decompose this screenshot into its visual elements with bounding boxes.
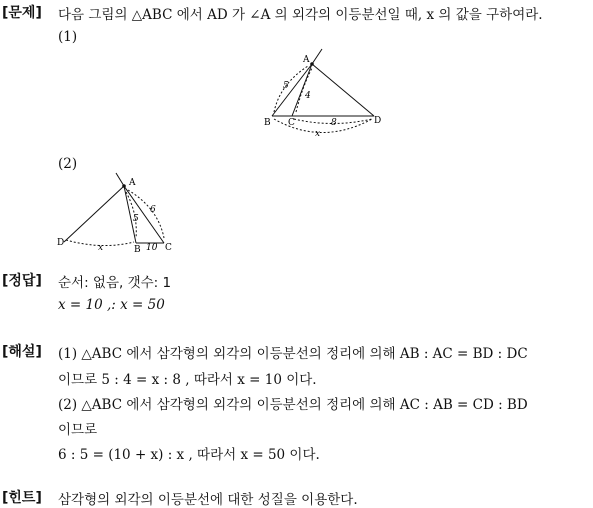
hint-tag: [힌트] bbox=[2, 490, 42, 506]
fig1-label-c: C bbox=[288, 118, 295, 128]
fig2-point-a bbox=[122, 184, 126, 188]
explanation-line-4: 이므로 bbox=[58, 422, 98, 438]
fig2-label-10: 10 bbox=[146, 243, 158, 253]
fig1-label-5: 5 bbox=[283, 81, 289, 91]
fig1-label-8: 8 bbox=[331, 118, 337, 128]
fig1-label-b: B bbox=[264, 118, 271, 128]
fig1-bisector-ad bbox=[312, 64, 374, 116]
fig2-bisector-ad bbox=[64, 186, 124, 242]
fig2-label-a: A bbox=[129, 178, 136, 188]
fig1-side-ac bbox=[292, 64, 312, 116]
part2-label: (2) bbox=[58, 156, 78, 172]
answer-meta: 순서: 없음, 갯수: 1 bbox=[58, 275, 172, 291]
explanation-line-1: (1) △ABC 에서 삼각형의 외각의 이등분선의 정리에 의해 AB : AC = BD : DC bbox=[58, 346, 528, 362]
answer-values: x = 10 ,: x = 50 bbox=[58, 297, 165, 313]
fig2-label-b: B bbox=[134, 245, 141, 255]
explanation-line-5: 6 : 5 = (10 + x) : x , 따라서 x = 50 이다. bbox=[58, 447, 320, 463]
fig1-label-4: 4 bbox=[305, 91, 311, 101]
fig1-label-x: x bbox=[315, 129, 321, 139]
fig2-label-5: 5 bbox=[133, 214, 139, 224]
fig1-side-ab bbox=[272, 64, 312, 116]
problem-tag: [문제] bbox=[2, 5, 42, 21]
fig2-label-x: x bbox=[98, 243, 104, 253]
part1-label: (1) bbox=[58, 29, 78, 45]
fig2-label-c: C bbox=[165, 243, 172, 253]
explanation-line-2: 이므로 5 : 4 = x : 8 , 따라서 x = 10 이다. bbox=[58, 372, 317, 388]
fig1-label-a: A bbox=[303, 55, 310, 65]
problem-question: 다음 그림의 △ABC 에서 AD 가 ∠A 의 외각의 이등분선일 때, x 의 값을 구하여라. bbox=[58, 7, 543, 23]
figure-1-triangle bbox=[262, 46, 386, 142]
hint-text: 삼각형의 외각의 이등분선에 대한 성질을 이용한다. bbox=[58, 492, 358, 508]
fig1-label-d: D bbox=[374, 116, 382, 126]
explanation-line-3: (2) △ABC 에서 삼각형의 외각의 이등분선의 정리에 의해 AC : AB = CD : BD bbox=[58, 397, 528, 413]
fig2-extension bbox=[116, 173, 124, 186]
fig1-point-a bbox=[310, 62, 314, 66]
answer-tag: [정답] bbox=[2, 273, 42, 289]
figure-2-triangle bbox=[54, 170, 178, 256]
fig1-extension bbox=[312, 49, 322, 64]
fig2-label-6: 6 bbox=[150, 205, 156, 215]
explanation-tag: [해설] bbox=[2, 344, 42, 360]
fig2-label-d: D bbox=[57, 238, 65, 248]
